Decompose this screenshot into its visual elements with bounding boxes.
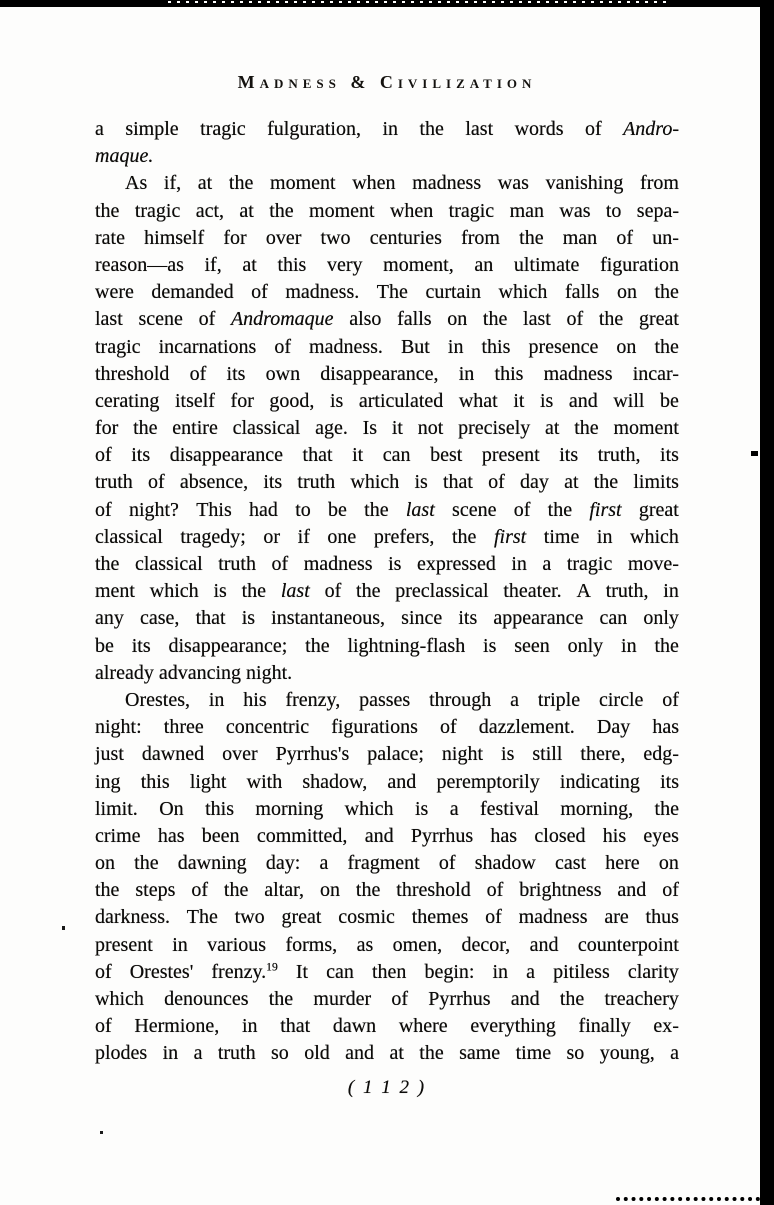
text-line: of Orestes' frenzy.$^{19}$ It can then begin: in a pitiless clarity — [95, 960, 679, 983]
scan-edge-right — [760, 0, 774, 1205]
text-line: of night? This had to be the last scene of the first great — [95, 498, 679, 521]
page-number: ( 1 1 2 ) — [347, 1077, 427, 1098]
text-line: night: three concentric figurations of dazzlement. Day has — [95, 716, 679, 739]
text-line: of Hermione, in that dawn where everything finally ex- — [95, 1015, 679, 1038]
paragraph — [95, 116, 679, 170]
text-line: cerating itself for good, is articulated what it is and will be — [95, 389, 679, 412]
text-line: which denounces the murder of Pyrrhus and the treachery — [95, 988, 679, 1010]
text-line: just dawned over Pyrrhus's palace; night is still there, edg- — [95, 743, 679, 766]
text-line: of its disappearance that it can best present its truth, its — [95, 444, 679, 467]
text-line: plodes in a truth so old and at the same time so young, a — [95, 1042, 679, 1065]
text-line: the classical truth of madness is expressed in a tragic move- — [95, 553, 679, 575]
paragraph — [95, 687, 679, 1068]
text-line: limit. On this morning which is a festival morning, the — [95, 797, 679, 820]
scan-speck — [751, 451, 758, 456]
text-line: on the dawning day: a fragment of shadow cast here on — [95, 852, 679, 875]
text-line: rate himself for over two centuries from the man of un- — [95, 226, 679, 249]
text-line: the steps of the altar, on the threshold of brightness and of — [95, 879, 679, 902]
scan-speck — [100, 1131, 103, 1134]
text-line: crime has been committed, and Pyrrhus has closed his eyes — [95, 824, 679, 847]
text-line: truth of absence, its truth which is that of day at the limits — [95, 471, 679, 494]
text-line: were demanded of madness. The curtain which falls on the — [95, 281, 679, 304]
text-line: maque. — [95, 145, 154, 168]
text-line: last scene of Andromaque also falls on the last of the great — [95, 308, 679, 331]
scan-speck — [62, 926, 65, 930]
running-head: Madness & Civilization — [237, 72, 537, 92]
text-line: any case, that is instantaneous, since its appearance can only — [95, 607, 679, 630]
scan-edge-top — [0, 0, 774, 7]
text-line: tragic incarnations of madness. But in this presence on the — [95, 335, 679, 358]
text-line: a simple tragic fulguration, in the last words of Andro- — [95, 118, 679, 140]
text-line: be its disappearance; the lightning-flash is seen only in the — [95, 634, 679, 657]
text-line: already advancing night. — [95, 661, 293, 684]
text-line: Orestes, in his frenzy, passes through a triple circle of — [125, 688, 679, 711]
scan-edge-bottom-dots — [616, 1197, 760, 1201]
body-text — [95, 116, 679, 1068]
text-line: As if, at the moment when madness was vanishing from — [125, 172, 679, 195]
paragraph — [95, 170, 679, 687]
text-line: reason—as if, at this very moment, an ultimate figuration — [95, 253, 679, 276]
text-line: for the entire classical age. Is it not precisely at the moment — [95, 417, 679, 440]
text-line: threshold of its own disappearance, in this madness incar- — [95, 362, 679, 385]
text-line: the tragic act, at the moment when tragic man was to sepa- — [95, 199, 679, 222]
text-line: darkness. The two great cosmic themes of madness are thus — [95, 906, 679, 929]
text-line: present in various forms, as omen, decor, and counterpoint — [95, 933, 679, 956]
text-line: ment which is the last of the preclassical theater. A truth, in — [95, 580, 679, 603]
text-line: classical tragedy; or if one prefers, the first time in which — [95, 525, 679, 548]
text-line: ing this light with shadow, and peremptorily indicating its — [95, 770, 679, 793]
